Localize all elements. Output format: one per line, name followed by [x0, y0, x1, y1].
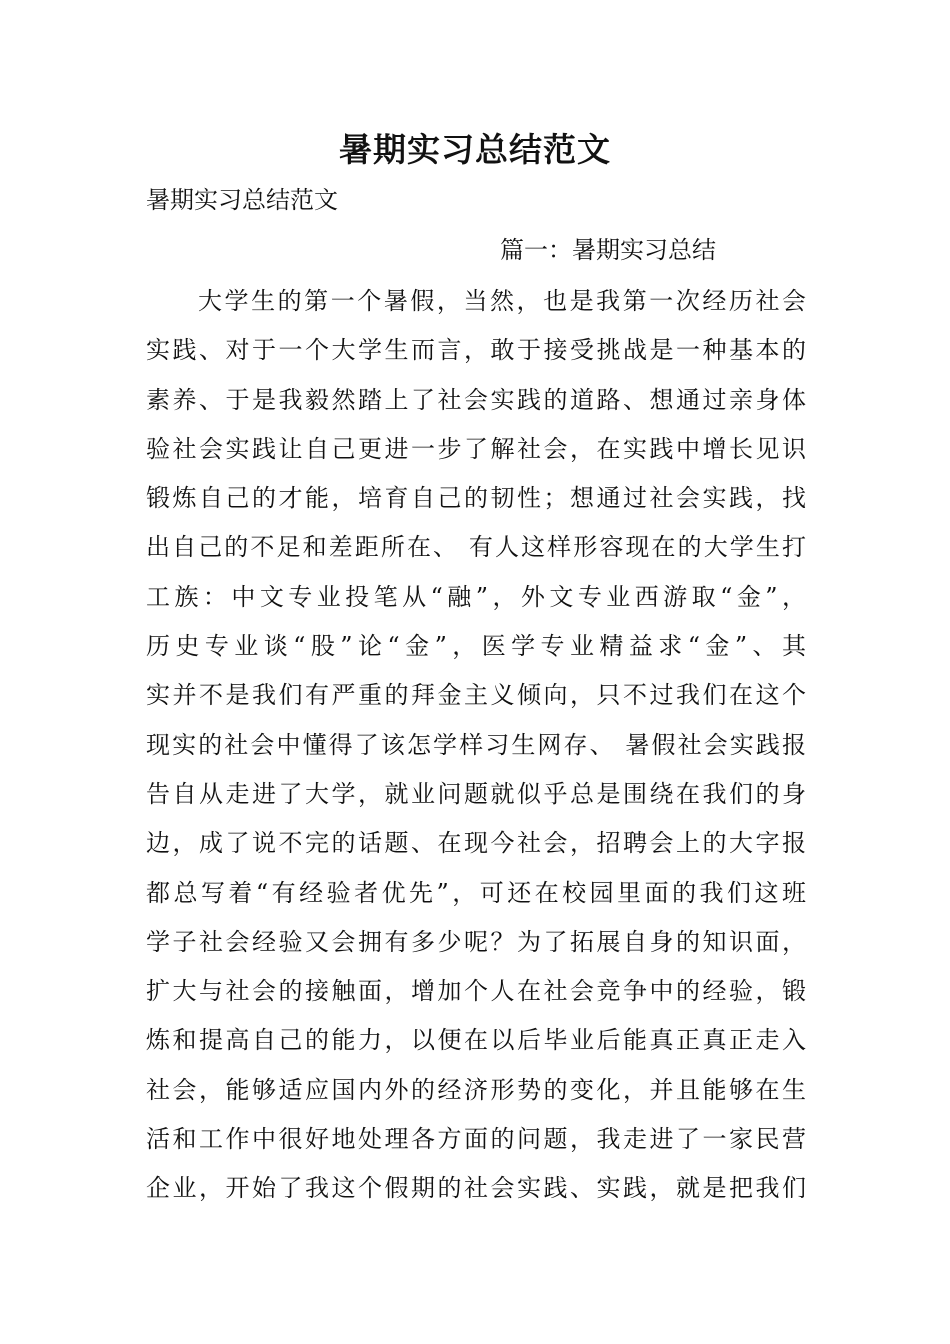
body-line: 锻炼自己的才能，培育自己的韧性；想通过社会实践，找 [146, 484, 806, 513]
body-line: 实并不是我们有严重的拜金主义倾向，只不过我们在这个 [146, 681, 806, 710]
body-line: 社会，能够适应国内外的经济形势的变化，并且能够在生 [146, 1075, 806, 1104]
body-line: 大学生的第一个暑假，当然，也是我第一次经历社会 [198, 287, 806, 315]
body-line: 活和工作中很好地处理各方面的问题，我走进了一家民营 [146, 1125, 806, 1154]
body-paragraph [146, 277, 806, 1214]
body-line: 实践、对于一个大学生而言，敢于接受挑战是一种基本的 [146, 336, 806, 365]
body-line: 出自己的不足和差距所在、 有人这样形容现在的大学生打 [146, 533, 806, 562]
body-line: 素养、于是我毅然踏上了社会实践的道路、想通过亲身体 [146, 385, 806, 414]
document-title: 暑期实习总结范文 [339, 130, 611, 169]
body-line: 边，成了说不完的话题、在现今社会，招聘会上的大字报 [146, 829, 806, 858]
body-line: 现实的社会中懂得了该怎学样习生网存、 暑假社会实践报 [146, 730, 806, 759]
body-line: 学子社会经验又会拥有多少呢？为了拓展自身的知识面， [146, 927, 806, 956]
body-line: 都总写着“有经验者优先”，可还在校园里面的我们这班 [146, 878, 806, 907]
body-line: 验社会实践让自己更进一步了解社会，在实践中增长见识 [146, 434, 806, 463]
document-subtitle: 暑期实习总结范文 [146, 186, 338, 214]
body-line: 企业，开始了我这个假期的社会实践、实践，就是把我们 [146, 1174, 806, 1203]
body-line: 历史专业谈“股”论“金”，医学专业精益求“金”、其 [146, 632, 806, 661]
body-line: 工族：中文专业投笔从“融”，外文专业西游取“金”， [146, 582, 806, 611]
section-heading: 篇一：暑期实习总结 [500, 236, 716, 264]
body-line: 扩大与社会的接触面，增加个人在社会竞争中的经验，锻 [146, 977, 806, 1006]
body-line: 告自从走进了大学，就业问题就似乎总是围绕在我们的身 [146, 779, 806, 808]
body-line: 炼和提高自己的能力，以便在以后毕业后能真正真正走入 [146, 1026, 806, 1055]
